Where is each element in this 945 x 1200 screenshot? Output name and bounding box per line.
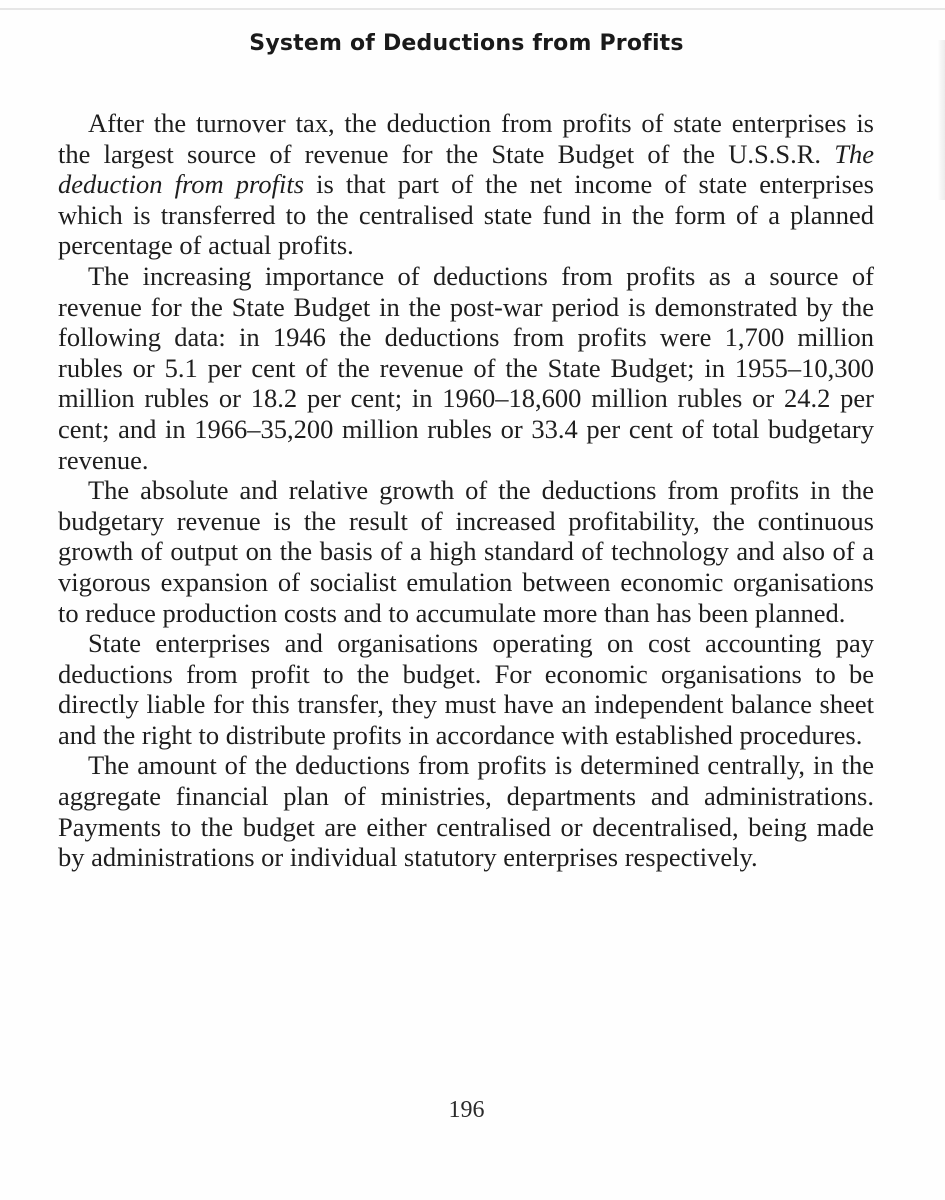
section-title: System of Deductions from Profits bbox=[249, 31, 684, 56]
defined-term: The deduction from profits bbox=[58, 138, 874, 200]
paragraph-1 bbox=[58, 108, 874, 261]
page-edge-line bbox=[0, 8, 945, 10]
paragraph-4: State enterprises and organisations operating on cost accounting pay deductions from profit to the budget. For economic organisations to be directly liable for this transfer, they must have an independent balance sheet and the right to distribute profits in accordance with established procedures. bbox=[58, 628, 874, 750]
paragraph-2: The increasing importance of deductions from profits as a source of revenue for the State Budget in the post-war period is demonstrated by the following data: in 1946 the deductions from profits were 1,700 million rubles or 5.1 per cent of the revenue of the State Budget; in 1955–10,300 million rubles or 18.2 per cent; in 1960–18,600 million rubles or 24.2 per cent; and in 1966–35,200 million rubles or 33.4 per cent of total budgetary revenue. bbox=[58, 260, 874, 475]
paragraph-1-text-start: After the turnover tax, the deduction from profits of state enterprises is the largest source of revenue for the State Budget of the U.S.S.R. bbox=[58, 108, 874, 169]
body-text bbox=[58, 108, 874, 873]
page-edge-shadow bbox=[937, 40, 945, 200]
paragraph-3: The absolute and relative growth of the deductions from profits in the budgetary revenue is the result of increased profitability, the continuous growth of output on the basis of a high standard of technology and also of a vigorous expansion of socialist emulation between economic organisations to reduce production costs and to accumulate more than has been planned. bbox=[58, 475, 874, 628]
page-number: 196 bbox=[448, 1097, 485, 1123]
paragraph-1-text-end: is that part of the net income of state enterprises which is transferred to the centralised state fund in the form of a planned percentage of actual profits. bbox=[58, 169, 874, 261]
paragraph-5: The amount of the deductions from profits is determined centrally, in the aggregate financial plan of ministries, departments and administrations. Payments to the budget are either centralised or decentralised, being made by administrations or individual statutory enterprises respectively. bbox=[58, 750, 874, 873]
